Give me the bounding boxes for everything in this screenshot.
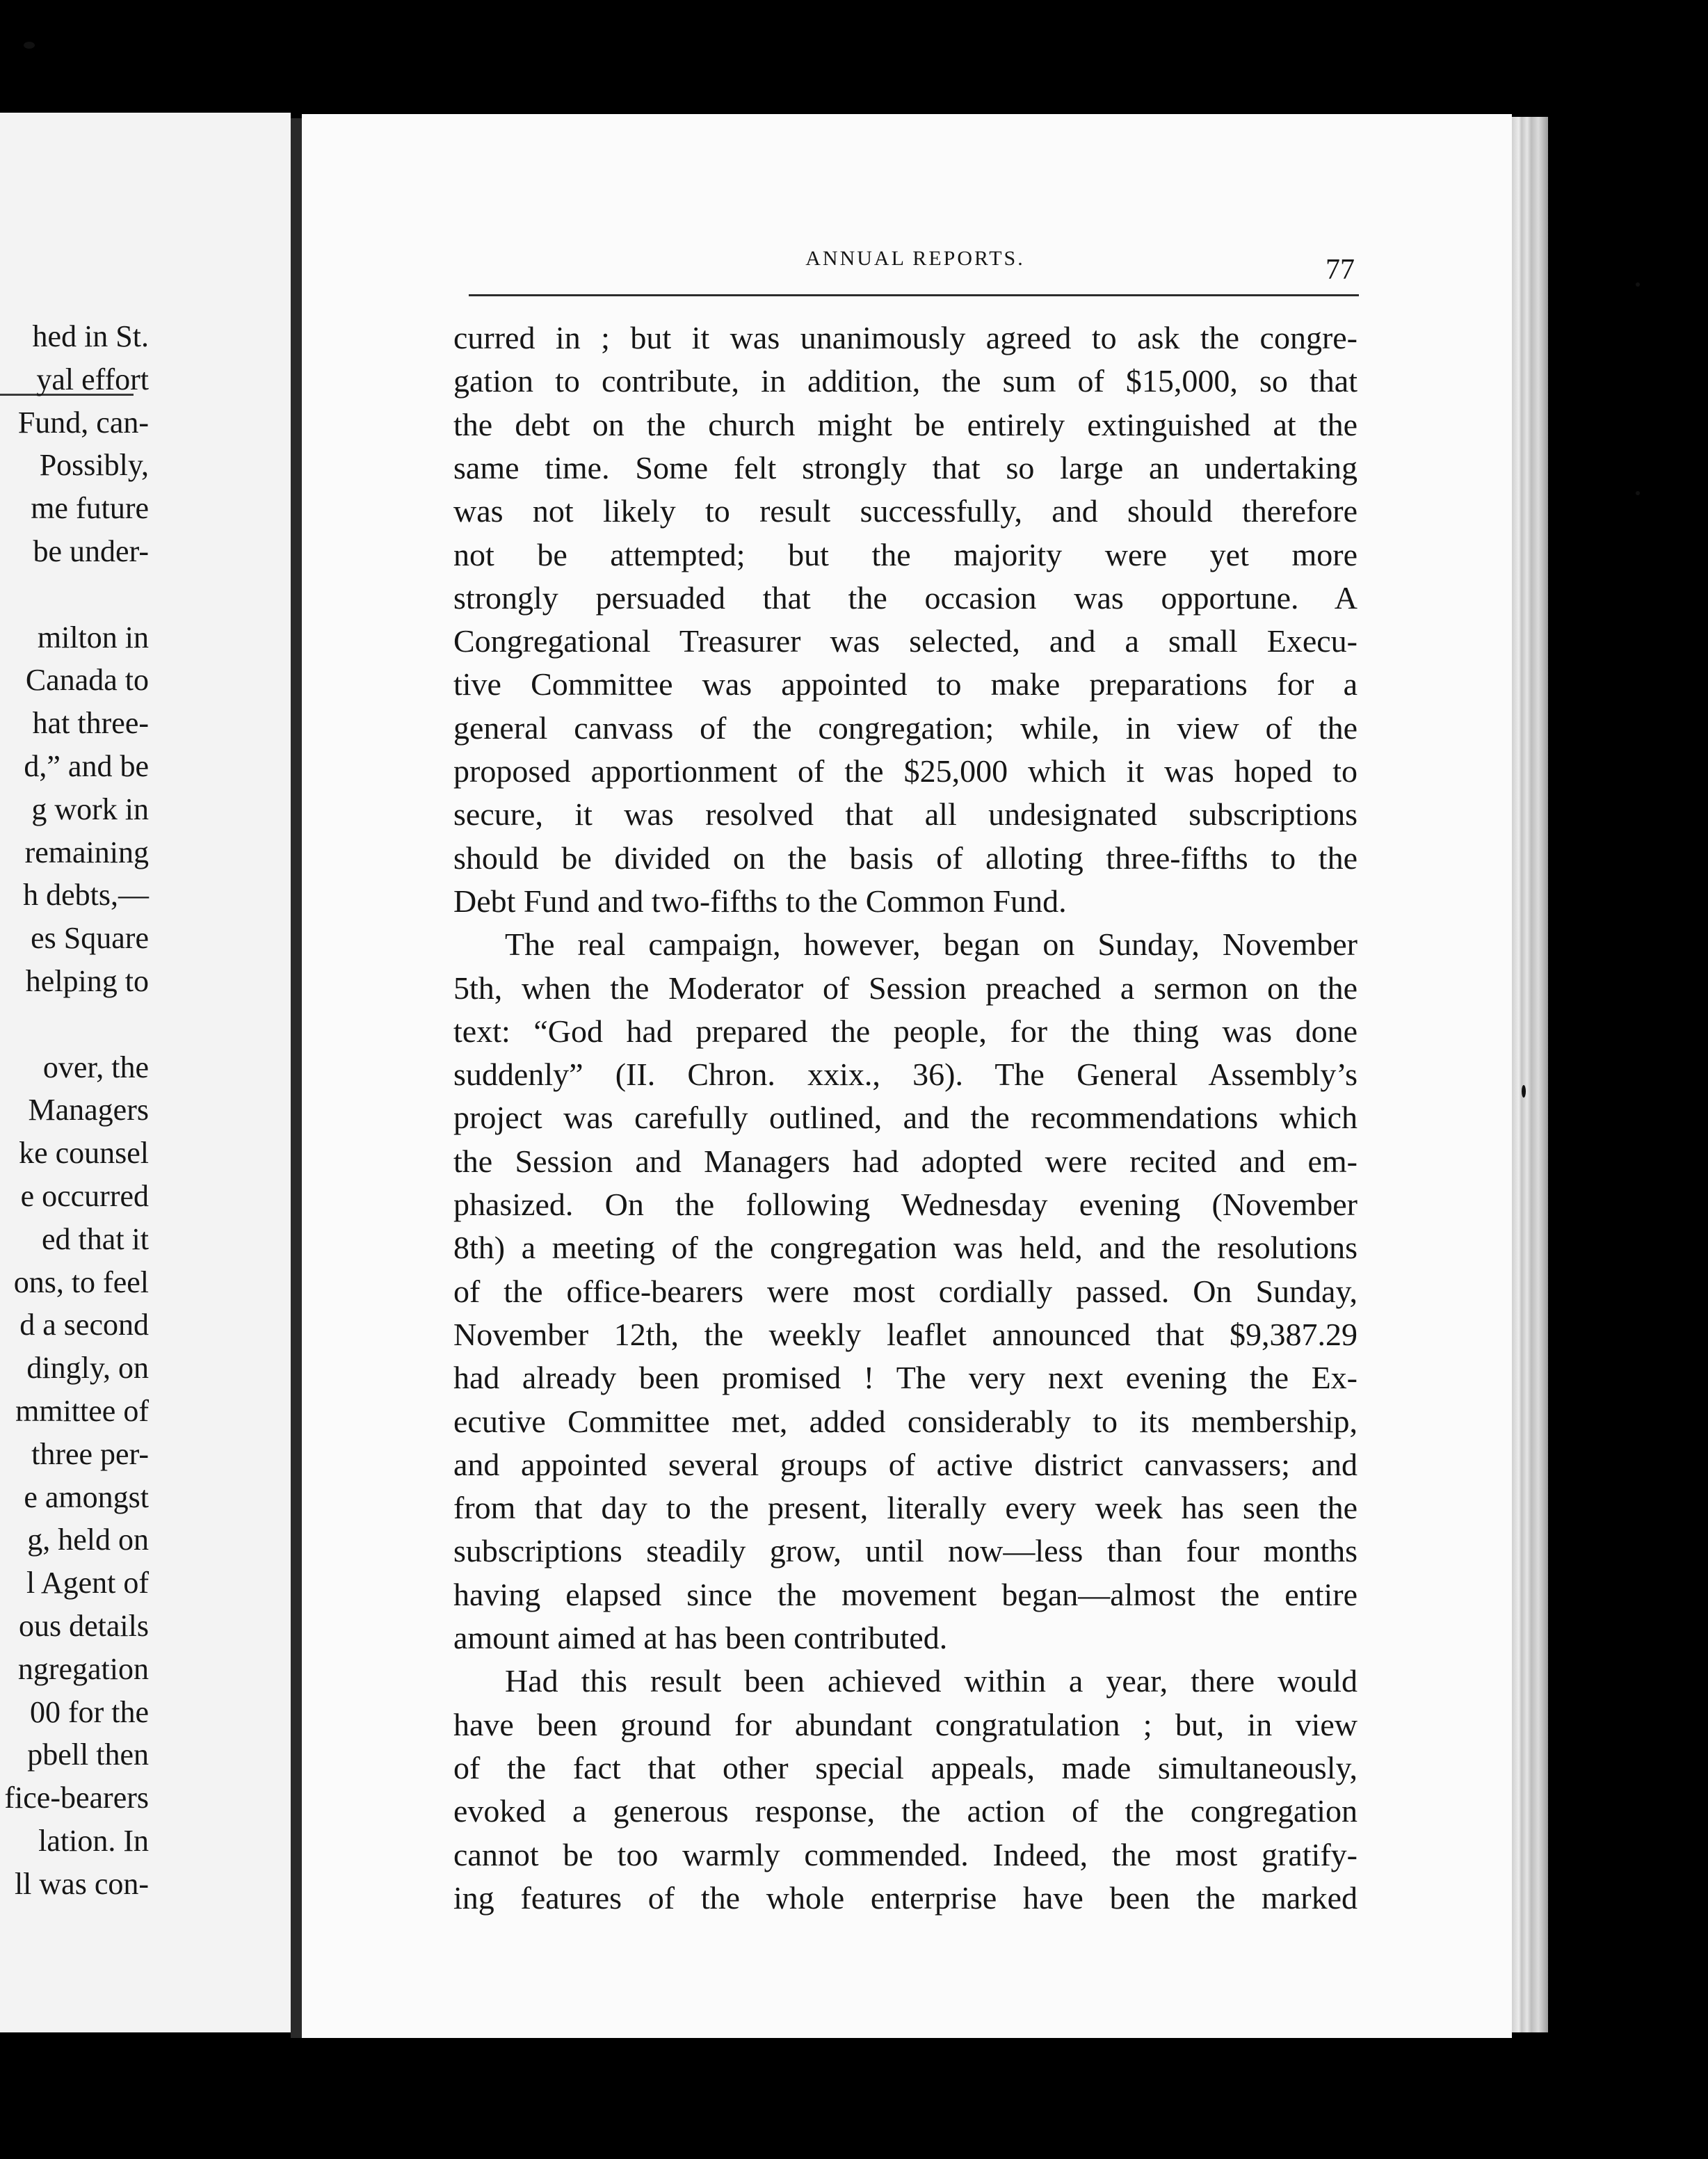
left-page-line: l Agent of	[26, 1566, 149, 1600]
text-line: secure, it was resolved that all undesignated subscriptions	[453, 796, 1357, 832]
text-line: The real campaign, however, began on Sunday, November	[505, 926, 1357, 962]
left-page-line: helping to	[25, 964, 149, 998]
text-line: tive Committee was appointed to make preparations for a	[453, 666, 1357, 702]
text-line: suddenly” (II. Chron. xxix., 36). The General Assembly’s	[453, 1057, 1357, 1092]
left-page-line: lation. In	[38, 1824, 149, 1858]
text-line: ing features of the whole enterprise have been the marked	[453, 1880, 1357, 1916]
text-line: ecutive Committee met, added considerably to its membership,	[453, 1404, 1357, 1439]
text-line: of the fact that other special appeals, made simultaneously,	[453, 1750, 1357, 1785]
text-line: cannot be too warmly commended. Indeed, the most gratify-	[453, 1837, 1357, 1872]
left-page-line: ous details	[19, 1609, 149, 1643]
left-page-line: hed in St.	[32, 319, 149, 353]
left-page-line: d a second	[19, 1308, 149, 1342]
left-page-line: Managers	[28, 1093, 149, 1127]
header-rule	[469, 294, 1359, 296]
left-page-line: pbell then	[27, 1737, 149, 1772]
left-page-line: milton in	[37, 620, 149, 655]
text-line: have been ground for abundant congratulation ; but, in view	[453, 1707, 1357, 1742]
text-line: curred in ; but it was unanimously agreed to ask the congre-	[453, 320, 1357, 355]
left-page-line: hat three-	[32, 706, 149, 740]
text-line: text: “God had prepared the people, for the thing was done	[453, 1013, 1357, 1049]
left-page-line: ke counsel	[19, 1136, 149, 1170]
text-line: gation to contribute, in addition, the sum of $15,000, so that	[453, 363, 1357, 399]
text-line: strongly persuaded that the occasion was opportune. A	[453, 580, 1357, 616]
text-line: subscriptions steadily grow, until now—less than four months	[453, 1533, 1357, 1568]
text-line: and appointed several groups of active district canvassers; and	[453, 1447, 1357, 1482]
left-page-line: h debts,—	[23, 878, 149, 912]
text-line: amount aimed at has been contributed.	[453, 1620, 948, 1655]
left-page-line: es Square	[31, 921, 149, 955]
text-line: from that day to the present, literally every week has seen the	[453, 1490, 1357, 1525]
ink-speck	[1636, 282, 1640, 287]
left-page-line: e amongst	[24, 1480, 149, 1514]
text-line: phasized. On the following Wednesday evening (November	[453, 1187, 1357, 1222]
text-line: having elapsed since the movement began—almost the entire	[453, 1577, 1357, 1612]
text-line: 8th) a meeting of the congregation was held, and the resolutions	[453, 1230, 1357, 1265]
left-page-line: be under-	[33, 534, 149, 568]
left-page-line: d,” and be	[24, 749, 149, 783]
text-line: had already been promised ! The very next evening the Ex-	[453, 1360, 1357, 1395]
page-edge-stack	[1512, 117, 1548, 2032]
left-page-line: mmittee of	[15, 1394, 149, 1428]
text-line: 5th, when the Moderator of Session preached a sermon on the	[453, 970, 1357, 1006]
left-page-line: yal effort	[36, 362, 149, 396]
text-line: of the office-bearers were most cordially passed. On Sunday,	[453, 1274, 1357, 1309]
text-line: should be divided on the basis of alloting three-fifths to the	[453, 840, 1357, 876]
left-page-line: Possibly,	[39, 448, 149, 482]
left-page-line: fice-bearers	[4, 1781, 149, 1815]
text-line: project was carefully outlined, and the recommendations which	[453, 1100, 1357, 1135]
text-line: proposed apportionment of the $25,000 which it was hoped to	[453, 753, 1357, 789]
text-line: November 12th, the weekly leaflet announced that $9,387.29	[453, 1317, 1357, 1352]
left-page-line: ed that it	[42, 1222, 149, 1256]
ink-speck	[1522, 1085, 1526, 1098]
left-page-line: dingly, on	[26, 1351, 149, 1385]
text-line: the Session and Managers had adopted were recited and em-	[453, 1143, 1357, 1179]
left-page-line: g, held on	[27, 1523, 149, 1557]
text-line: Had this result been achieved within a year, there would	[505, 1663, 1357, 1699]
left-page-line: remaining	[24, 835, 149, 869]
text-line: Debt Fund and two-fifths to the Common Fund.	[453, 883, 1067, 919]
left-page-line: 00 for the	[29, 1695, 149, 1729]
text-line: general canvass of the congregation; while, in view of the	[453, 710, 1357, 746]
text-line: was not likely to result successfully, and should therefore	[453, 493, 1357, 529]
text-line: Congregational Treasurer was selected, and a small Execu-	[453, 623, 1357, 659]
left-page-line: g work in	[31, 792, 149, 826]
left-page-line: ngregation	[17, 1652, 149, 1686]
text-line: the debt on the church might be entirely extinguished at the	[453, 407, 1357, 442]
book-gutter	[291, 118, 302, 2038]
left-page-line: Canada to	[25, 663, 149, 697]
running-head: ANNUAL REPORTS.	[805, 247, 1025, 270]
left-page-line: ll was con-	[14, 1867, 149, 1901]
left-page-line: three per-	[31, 1437, 149, 1471]
ink-speck	[24, 42, 35, 49]
page-number: 77	[1326, 254, 1355, 286]
left-page-line: Fund, can-	[17, 406, 149, 440]
text-line: not be attempted; but the majority were yet more	[453, 537, 1357, 572]
left-page-line: ons, to feel	[13, 1265, 149, 1299]
left-page-line: over, the	[42, 1050, 149, 1084]
left-page-line: me future	[31, 491, 149, 525]
ink-speck	[1636, 491, 1640, 495]
left-page-line: e occurred	[20, 1179, 149, 1213]
text-line: evoked a generous response, the action of the congregation	[453, 1793, 1357, 1829]
text-line: same time. Some felt strongly that so large an undertaking	[453, 450, 1357, 485]
